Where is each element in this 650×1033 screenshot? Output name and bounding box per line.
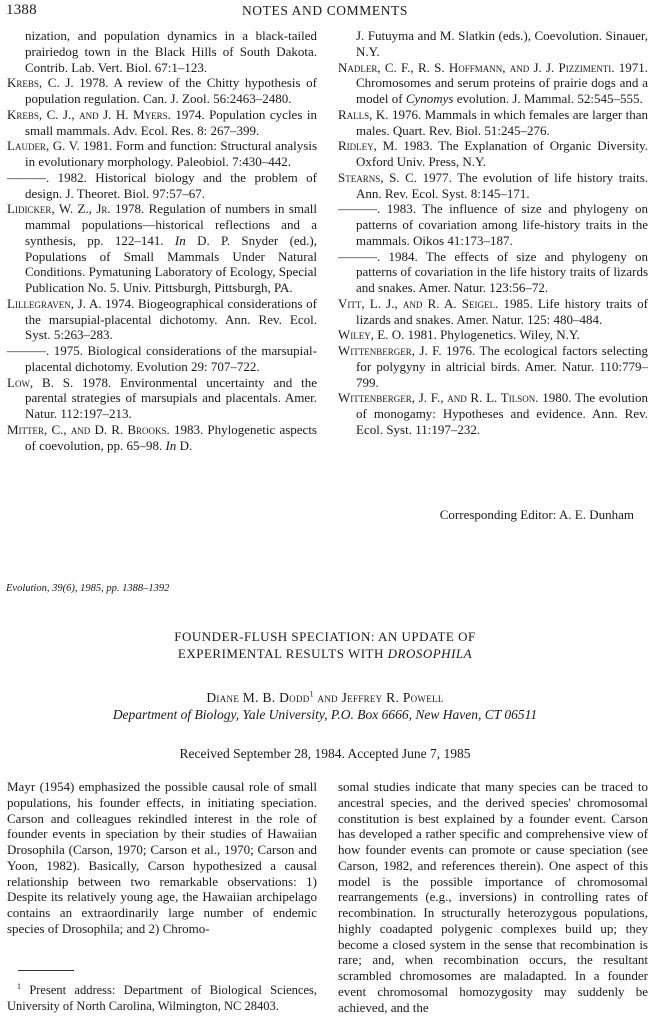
reference-text: 1983. Phylogenetic aspects of coevolution, pp. 65–98.	[25, 421, 317, 453]
reference-text: 1977. The evolution of life history traits. Ann. Rev. Ecol. Syst. 8:145–171.	[356, 169, 648, 201]
reference-text: 1976. The ecological factors selecting for polygyny in altricial birds. Amer. Natur. 110:779–799.	[356, 343, 648, 390]
reference-entry	[7, 75, 317, 107]
reference-entry	[338, 28, 648, 60]
author-list	[0, 690, 650, 706]
reference-entry	[338, 138, 648, 170]
author-1: Diane M. B. Dodd	[206, 690, 310, 705]
article-title-line-1: FOUNDER-FLUSH SPECIATION: AN UPDATE OF	[174, 629, 476, 644]
reference-entry	[338, 327, 648, 343]
reference-italic: Cynomys	[405, 91, 454, 106]
reference-author: Krebs, C. J., and J. H. Myers.	[7, 106, 171, 122]
reference-text: 1971. Chromosomes and serum proteins of prairie dogs and a model of	[356, 59, 648, 106]
footnote	[7, 983, 317, 1014]
reference-text: 1985. Life history traits of lizards and snakes. Amer. Natur. 125: 480–484.	[356, 295, 648, 327]
reference-author: Wittenberger, J. F.	[338, 343, 442, 358]
running-head	[0, 2, 650, 22]
reference-entry	[7, 201, 317, 296]
reference-author: Krebs, C. J.	[7, 75, 74, 91]
reference-text: 1982. Historical biology and the problem of design. J. Theoret. Biol. 97:57–67.	[25, 169, 317, 201]
reference-text: 1978. A review of the Chitty hypothesis of population regulation. Can. J. Zool. 56:2463–2480.	[25, 75, 317, 106]
reference-entry	[338, 390, 648, 437]
reference-text: 1978. Environmental uncertainty and the parental strategies of marsupials and placentals. Amer. Natur. 112:197–213.	[25, 374, 317, 421]
reference-author: Lauder, G. V.	[7, 138, 80, 154]
reference-entry	[7, 28, 317, 75]
footnote-text: Present address: Department of Biological Sciences, University of North Carolina, Wilmington, NC 28403.	[7, 983, 317, 1013]
author-2: Jeffrey R. Powell	[341, 690, 444, 705]
reference-text: D. P. Snyder (ed.), Populations of Small Mammals Under Natural Conditions. Pymatuning Laboratory of Ecology, Special Publication No. 5. Univ. Pittsburgh, Pittsburgh, PA.	[25, 232, 317, 295]
author-1-footnote-mark: 1	[309, 689, 314, 699]
reference-text: 1980. The evolution of monogamy: Hypotheses and evidence. Ann. Rev. Ecol. Syst. 11:197–232.	[356, 390, 648, 437]
reference-entry	[7, 343, 317, 375]
reference-text: 1974. Biogeographical considerations of the marsupial-placental dichotomy. Ann. Rev. Ecol. Syst. 5:263–283.	[25, 295, 317, 343]
reference-author: Wittenberger, J. F., and R. L. Tilson.	[338, 390, 539, 406]
body-paragraph: somal studies indicate that many species can be traced to ancestral species, and the derived species' chromosomal constitution is best explained by a founder event. Carson has developed a rather specific and comprehensive view of how founder events can promote or cause speciation (see Carson, 1982, and references therein). One aspect of this model is the possible importance of chromosomal rearrangements (e.g., inversions) in controlling rates of recombination. In structurally heterozygous populations, highly coadapted polygenic complexes build up; they become a closed system in the sense that recombination is rare; and, when recombination occurs, the resultant scrambled chromosomes are maladapted. In a founder event chromosomal homozygosity may suddenly be achieved, and the	[338, 779, 648, 1015]
reference-italic: In	[174, 232, 186, 248]
reference-author: ———.	[7, 169, 50, 185]
reference-author: Low, B. S.	[7, 374, 74, 390]
references-right-column	[338, 28, 648, 438]
journal-citation: Evolution, 39(6), 1985, pp. 1388–1392	[6, 583, 170, 594]
reference-author: Lidicker, W. Z., Jr.	[7, 201, 111, 217]
reference-entry	[7, 138, 317, 170]
reference-entry	[338, 343, 648, 390]
reference-text: nization, and population dynamics in a black-tailed prairiedog town in the Black Hills of South Dakota. Contrib. Lab. Vert. Biol. 67:1–123.	[25, 28, 317, 75]
reference-author: Stearns, S. C.	[338, 169, 418, 185]
reference-entry	[338, 249, 648, 296]
reference-text: 1983. The influence of size and phylogeny on patterns of covariation among life-history traits in the mammals. Oikos 41:173–187.	[356, 201, 648, 248]
reference-author: Vitt, L. J., and R. A. Seigel.	[338, 295, 499, 311]
body-text-right-column	[338, 779, 648, 1015]
affiliation: Department of Biology, Yale University, P.O. Box 6666, New Haven, CT 06511	[112, 707, 538, 722]
reference-text: 1983. The Explanation of Organic Diversity. Oxford Univ. Press, N.Y.	[356, 138, 648, 169]
reference-text: 1976. Mammals in which females are larger than males. Quart. Rev. Biol. 51:245–276.	[356, 106, 649, 138]
reference-author: ———.	[338, 201, 381, 217]
reference-text: evolution. J. Mammal. 52:545–555.	[453, 91, 643, 106]
title-italic-genus: DROSOPHILA	[387, 646, 473, 661]
reference-author: Ralls, K.	[338, 106, 389, 122]
reference-entry	[338, 60, 648, 107]
body-paragraph: Mayr (1954) emphasized the possible causal role of small populations, his founder effects, in initiating speciation. Carson and colleagues rekindled interest in the role of founder events in speciation by their studies of Hawaiian Drosophila (Carson, 1970; Carson et al., 1970; Carson and Yoon, 1982). Basically, Carson hypothesized a causal relationship between two remarkable observations: 1) Despite its relatively young age, the Hawaiian archipelago contains an extraordinarily large number of endemic species of Drosophila; and 2) Chromo-	[7, 779, 317, 936]
reference-text: 1974. Population cycles in small mammals. Adv. Ecol. Res. 8: 267–399.	[25, 106, 317, 138]
reference-author: Mitter, C., and D. R. Brooks.	[7, 421, 170, 437]
corresponding-editor: Corresponding Editor: A. E. Dunham	[439, 507, 634, 522]
section-title: NOTES AND COMMENTS	[241, 3, 409, 18]
reference-author: ———.	[338, 248, 381, 264]
reference-entry	[338, 170, 648, 202]
footnote-divider	[18, 970, 74, 971]
reference-entry	[7, 107, 317, 139]
reference-author: ———.	[7, 343, 50, 358]
reference-entry	[338, 296, 648, 328]
reference-text: 1984. The effects of size and phylogeny on patterns of covariation in the life history traits of lizards and snakes. Amer. Natur. 123:56–72.	[356, 248, 648, 295]
reference-author: Nadler, C. F., R. S. Hoffmann, and J. J. Pizzimenti.	[338, 59, 615, 75]
page-number: 1388	[6, 2, 37, 18]
reference-entry	[7, 296, 317, 343]
references-left-column	[7, 28, 317, 453]
reference-italic: In	[165, 437, 177, 453]
article-title	[0, 628, 650, 662]
reference-text: 1981. Form and function: Structural analysis in evolutionary morphology. Paleobiol. 7:430–442.	[25, 138, 317, 169]
reference-text: 1981. Phylogenetics. Wiley, N.Y.	[404, 327, 580, 343]
reference-entry	[7, 170, 317, 202]
author-joiner: and	[313, 690, 342, 705]
reference-entry	[338, 201, 648, 248]
reference-author: Ridley, M.	[338, 138, 398, 154]
reference-text: 1978. Regulation of numbers in small mammal populations—historical reflections and a synthesis, pp. 122–141.	[25, 201, 318, 248]
reference-entry	[338, 107, 648, 139]
reference-text: J. Futuyma and M. Slatkin (eds.), Coevolution. Sinauer, N.Y.	[356, 28, 648, 59]
article-title-line-2: EXPERIMENTAL RESULTS WITH DROSOPHILA	[177, 646, 473, 661]
footnote-mark: 1	[17, 981, 21, 991]
reference-text: D.	[176, 437, 193, 453]
reference-entry	[7, 375, 317, 422]
reference-author: Wiley, E. O.	[338, 327, 405, 343]
body-text-left-column	[7, 779, 317, 937]
reference-text: 1975. Biological considerations of the marsupial-placental dichotomy. Evolution 29: 707–722.	[25, 343, 317, 374]
reference-author: Lillegraven, J. A.	[7, 295, 102, 311]
reference-entry	[7, 422, 317, 454]
received-accepted-dates: Received September 28, 1984. Accepted June 7, 1985	[179, 746, 471, 761]
